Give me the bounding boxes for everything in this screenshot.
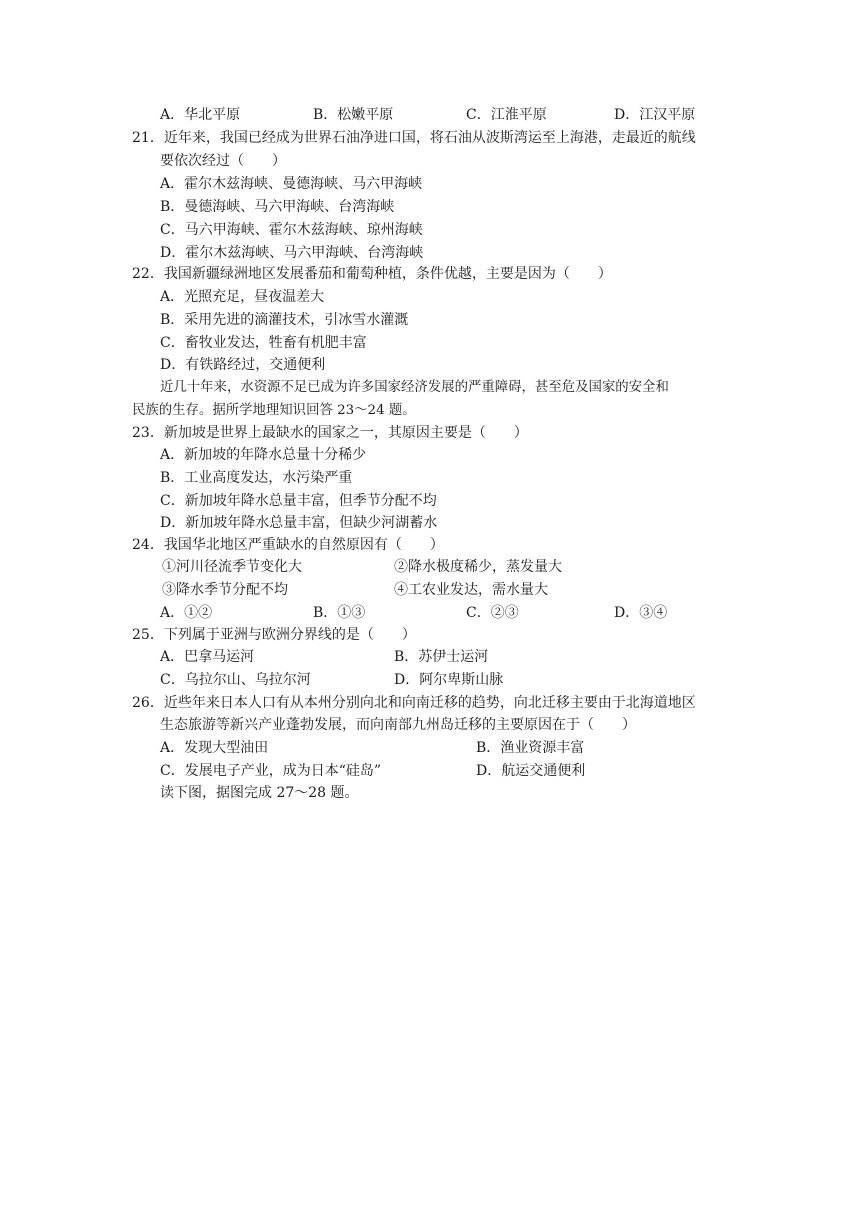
q21-stem-line1: 21．近年来，我国已经成为世界石油净进口国，将石油从波斯湾运至上海港，走最近的航线 <box>132 130 696 146</box>
q21-option-c: C．马六甲海峡、霍尔木兹海峡、琼州海峡 <box>160 222 423 238</box>
q24-item-1: ①河川径流季节变化大 <box>162 559 302 575</box>
q24-stem: 24．我国华北地区严重缺水的自然原因有（ ） <box>132 537 444 553</box>
q26-option-a: A．发现大型油田 <box>160 740 269 756</box>
q24-option-b: B．①③ <box>313 605 366 621</box>
q20-option-b: B．松嫩平原 <box>313 107 394 123</box>
q25-option-d: D．阿尔卑斯山脉 <box>394 672 504 688</box>
q23-option-d: D．新加坡年降水总量丰富，但缺少河湖蓄水 <box>160 515 438 531</box>
q26-option-c: C．发展电子产业，成为日本“硅岛” <box>160 763 382 779</box>
q22-stem: 22．我国新疆绿洲地区发展番茄和葡萄种植，条件优越，主要是因为（ ） <box>132 266 612 282</box>
q24-item-2: ②降水极度稀少，蒸发量大 <box>394 559 562 575</box>
q21-stem-line2: 要依次经过（ ） <box>160 153 286 169</box>
q24-item-3: ③降水季节分配不均 <box>162 582 288 598</box>
q23-stem: 23．新加坡是世界上最缺水的国家之一，其原因主要是（ ） <box>132 425 528 441</box>
figure-instruction: 读下图，据图完成 27～28 题。 <box>160 785 359 801</box>
q25-option-a: A．巴拿马运河 <box>160 649 255 665</box>
q22-option-b: B．采用先进的滴灌技术，引冰雪水灌溉 <box>160 312 409 328</box>
q23-option-b: B．工业高度发达，水污染严重 <box>160 470 353 486</box>
q25-stem: 25．下列属于亚洲与欧洲分界线的是（ ） <box>132 627 416 643</box>
q21-option-b: B．曼德海峡、马六甲海峡、台湾海峡 <box>160 199 395 215</box>
q26-stem-line1: 26．近些年来日本人口有从本州分别向北和向南迁移的趋势，向北迁移主要由于北海道地区 <box>132 695 696 711</box>
passage-line2: 民族的生存。据所学地理知识回答 23～24 题。 <box>132 403 416 418</box>
q25-option-b: B．苏伊士运河 <box>394 649 489 665</box>
q26-stem-line2: 生态旅游等新兴产业蓬勃发展，而向南部九州岛迁移的主要原因在于（ ） <box>160 717 636 733</box>
q22-option-a: A．光照充足，昼夜温差大 <box>160 289 325 305</box>
q22-option-d: D．有铁路经过，交通便利 <box>160 357 326 373</box>
q26-option-d: D．航运交通便利 <box>476 763 586 779</box>
q20-option-d: D．江汉平原 <box>614 107 696 123</box>
q21-option-d: D．霍尔木兹海峡、马六甲海峡、台湾海峡 <box>160 245 424 261</box>
q24-option-d: D．③④ <box>614 605 668 621</box>
q23-option-a: A．新加坡的年降水总量十分稀少 <box>160 447 367 463</box>
q20-option-c: C．江淮平原 <box>466 107 547 123</box>
q25-option-c: C．乌拉尔山、乌拉尔河 <box>160 672 311 688</box>
q26-option-b: B．渔业资源丰富 <box>476 740 585 756</box>
q24-item-4: ④工农业发达，需水量大 <box>394 582 548 598</box>
q22-option-c: C．畜牧业发达，牲畜有机肥丰富 <box>160 335 367 351</box>
passage-line1: 近几十年来，水资源不足已成为许多国家经济发展的严重障碍，甚至危及国家的安全和 <box>160 380 669 395</box>
q23-option-c: C．新加坡年降水总量丰富，但季节分配不均 <box>160 493 437 509</box>
q20-option-a: A．华北平原 <box>160 107 241 123</box>
q24-option-c: C．②③ <box>466 605 519 621</box>
q24-option-a: A．①② <box>160 605 213 621</box>
q21-option-a: A．霍尔木兹海峡、曼德海峡、马六甲海峡 <box>160 176 423 192</box>
